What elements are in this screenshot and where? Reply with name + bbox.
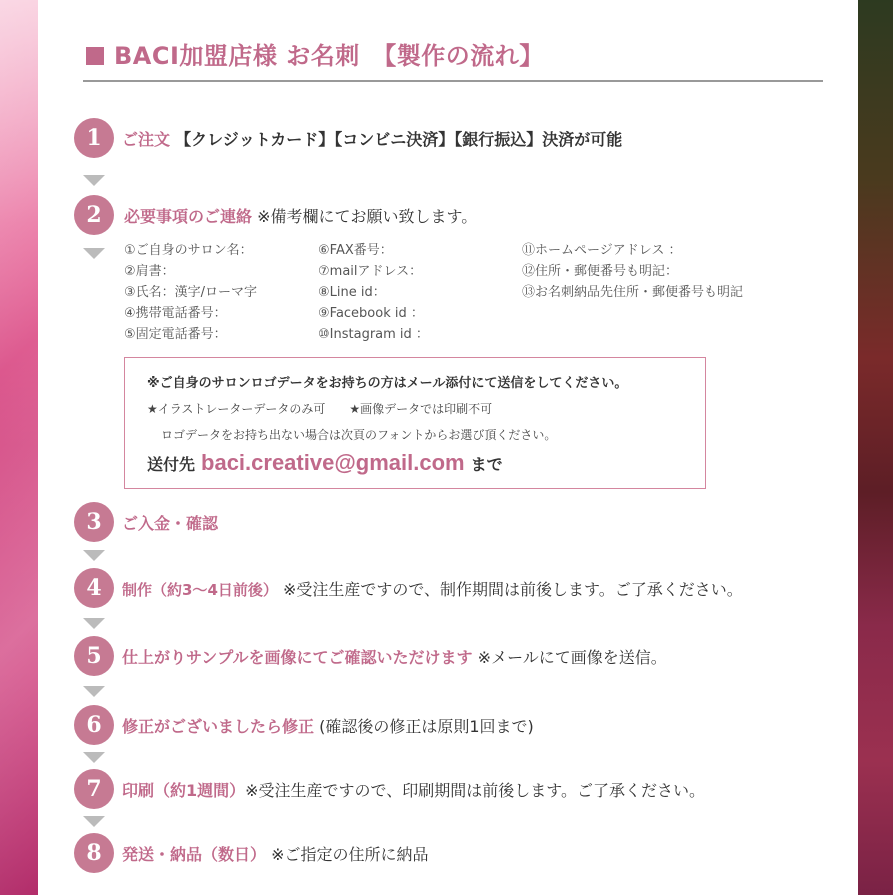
- step-number-badge: 2: [74, 195, 114, 235]
- step-text: [122, 714, 534, 737]
- notice-line-1: ★イラストレーターデータのみ可 ★画像データでは印刷不可: [147, 402, 493, 416]
- step-title: 仕上がりサンプルを画像にてご確認いただけます: [122, 648, 473, 667]
- step-note: 【クレジットカード】【コンビニ決済】【銀行振込】決済が可能: [175, 130, 623, 149]
- step-title: ご注文: [122, 130, 171, 149]
- list-item: ⑤固定電話番号：: [124, 327, 227, 342]
- step-title: ご入金・確認: [122, 514, 219, 533]
- down-arrow-icon: [83, 618, 105, 629]
- left-background-strip: [0, 0, 38, 895]
- list-item: ①ご自身のサロン名：: [124, 243, 253, 258]
- step-number-badge: 4: [74, 568, 114, 608]
- list-item: ⑩Instagram id ：: [318, 327, 429, 342]
- required-items-col1: [124, 240, 257, 345]
- page: [38, 0, 858, 895]
- step-number-badge: 1: [74, 118, 114, 158]
- down-arrow-icon: [83, 550, 105, 561]
- send-to-label: 送付先: [147, 455, 196, 474]
- down-arrow-icon: [83, 752, 105, 763]
- step-title: 修正がございましたら修正: [122, 717, 315, 736]
- list-item: ④携帯電話番号：: [124, 306, 227, 321]
- contact-email[interactable]: baci.creative@gmail.com: [201, 450, 465, 475]
- step-number-badge: 6: [74, 705, 114, 745]
- list-item: ⑫住所・郵便番号も明記：: [522, 264, 679, 279]
- step-note: ※ご指定の住所に納品: [271, 845, 429, 864]
- step-text: [122, 511, 218, 534]
- list-item: ②肩書：: [124, 264, 175, 279]
- page-title-text: BACI加盟店様 お名刺 【製作の流れ】: [114, 42, 544, 70]
- list-item: ⑨Facebook id ：: [318, 306, 424, 321]
- page-title: [86, 36, 544, 71]
- step-number-badge: 8: [74, 833, 114, 873]
- step-number-badge: 5: [74, 636, 114, 676]
- list-item: ⑧Line id：: [318, 285, 386, 300]
- header-divider: [83, 80, 823, 82]
- list-item: ⑥FAX番号：: [318, 243, 393, 258]
- step-text: [122, 577, 743, 600]
- send-to-suffix: まで: [470, 455, 503, 474]
- required-items-col3: [522, 240, 743, 303]
- step-note: (確認後の修正は原則1回まで): [319, 717, 534, 736]
- step-title: 発送・納品（数日）: [122, 845, 267, 864]
- list-item: ⑪ホームページアドレス ：: [522, 243, 682, 258]
- step-text: [124, 204, 477, 227]
- notice-title: ※ご自身のサロンロゴデータをお持ちの方はメール添付にて送信をしてください。: [147, 376, 628, 391]
- step-title: 印刷（約1週間）: [122, 781, 246, 800]
- down-arrow-icon: [83, 816, 105, 827]
- step-note: ※受注生産ですので、制作期間は前後します。ご了承ください。: [282, 580, 743, 599]
- step-number-badge: 3: [74, 502, 114, 542]
- step-text: [122, 127, 622, 150]
- step-note: ※メールにて画像を送信。: [477, 648, 667, 667]
- down-arrow-icon: [83, 175, 105, 186]
- list-item: ③氏名：漢字/ローマ字: [124, 285, 258, 300]
- list-item: ⑬お名刺納品先住所・郵便番号も明記: [522, 285, 744, 300]
- notice-line-2: ロゴデータをお持ち出ない場合は次頁のフォントからお選び頂ください。: [161, 428, 557, 442]
- square-icon: [86, 47, 104, 65]
- step-text: [122, 645, 667, 668]
- step-note: ※備考欄にてお願い致します。: [257, 207, 478, 226]
- step-number-badge: 7: [74, 769, 114, 809]
- send-to-line: [147, 450, 503, 476]
- down-arrow-icon: [83, 686, 105, 697]
- step-title: 制作（約3〜4日前後）: [122, 581, 278, 599]
- down-arrow-icon: [83, 248, 105, 259]
- step-title: 必要事項のご連絡: [124, 207, 253, 226]
- required-items-col2: [318, 240, 429, 345]
- step-note: ※受注生産ですので、印刷期間は前後します。ご了承ください。: [245, 781, 705, 800]
- step-text: [122, 778, 705, 801]
- step-text: [122, 842, 429, 865]
- right-background-strip: [858, 0, 893, 895]
- list-item: ⑦mailアドレス：: [318, 264, 423, 279]
- logo-data-notice-box: [124, 357, 706, 489]
